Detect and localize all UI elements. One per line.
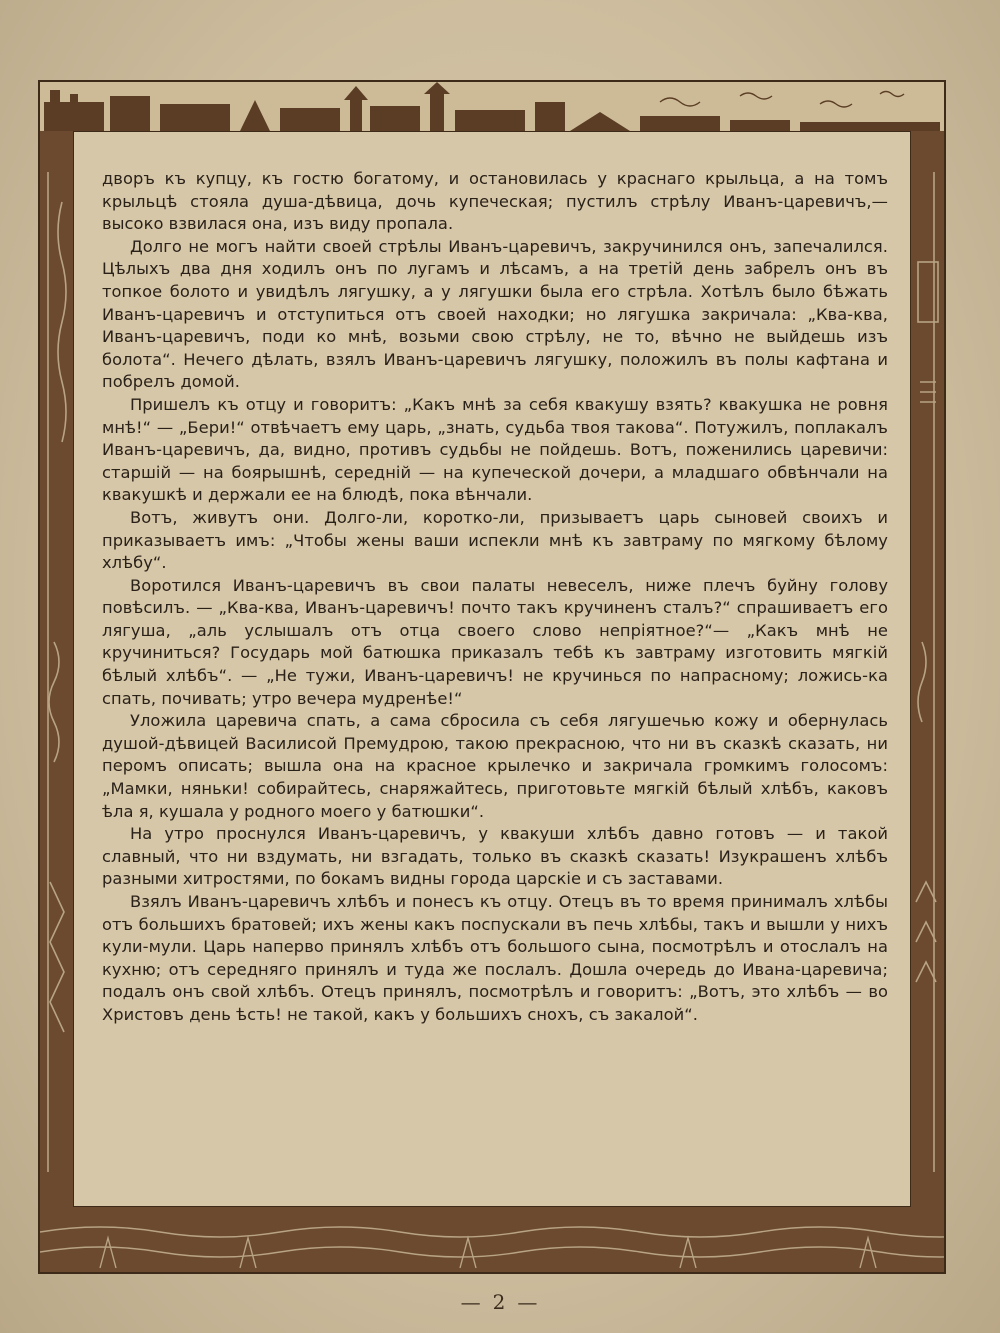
text-panel [73, 131, 911, 1207]
paragraph: Воротился Иванъ-царевичъ въ свои палаты невеселъ, ниже плечъ буйну голову повѣсилъ. — „Ква-ква, Иванъ-царевичъ! почто такъ кручиненъ сталъ?“ спрашиваетъ его лягуша, „аль услышалъ отъ отца своего слово непріятное?“— „Какъ мнѣ не кручиниться? Государь мой батюшка приказалъ тебѣ къ завтраму изготовить мягкій бѣлый хлѣбъ“. — „Не тужи, Иванъ-царевичъ! не кручинься по напрасному; ложись-ка спать, почивать; утро вечера мудренѣе!“ [102, 575, 888, 708]
paragraph: Вотъ, живутъ они. Долго-ли, коротко-ли, призываетъ царь сыновей своихъ и приказываетъ имъ: „Чтобы жены ваши испекли мнѣ къ завтраму по мягкому бѣлому хлѣбу“. [102, 507, 888, 573]
ornamental-border [38, 80, 946, 1274]
paragraph: Пришелъ къ отцу и говоритъ: „Какъ мнѣ за себя квакушу взять? квакушка не ровня мнѣ!“ — „Бери!“ отвѣчаетъ ему царь, „знать, судьба твоя такова“. Потужилъ, поплакалъ Иванъ-царевичъ, да, видно, противъ судьбы не пойдешь. Вотъ, поженились царевичи: старшій — на боярышнѣ, середній — на купеческой дочери, а младшаго обвѣнчали на квакушкѣ и держали ее на блюдѣ, пока вѣнчали. [102, 394, 888, 505]
dash-right: — [517, 1290, 540, 1314]
page-number-value: 2 [492, 1290, 508, 1314]
page-number [0, 1290, 1000, 1314]
paragraph: Долго не могъ найти своей стрѣлы Иванъ-царевичъ, закручинился онъ, запечалился. Цѣлыхъ два дня ходилъ онъ по лугамъ и лѣсамъ, а на третій день забрелъ онъ въ топкое болото и увидѣлъ лягушку, а у лягушки была его стрѣла. Хотѣлъ было бѣжать Иванъ-царевичъ и отступиться отъ своей находки; но лягушка закричала: „Ква-ква, Иванъ-царевичъ, поди ко мнѣ, возьми свою стрѣлу, не то, вѣчно не выйдешь изъ болота“. Нечего дѣлать, взялъ Иванъ-царевичъ лягушку, положилъ въ полы кафтана и побрелъ домой. [102, 236, 888, 392]
paragraph: дворъ къ купцу, къ гостю богатому, и остановилась у краснаго крыльца, а на томъ крыльцѣ стояла душа-дѣвица, дочь купеческая; пустилъ стрѣлу Иванъ-царевичъ,—высоко взвилася она, изъ виду пропала. [102, 169, 888, 234]
story-text [102, 168, 888, 1198]
paragraph: На утро проснулся Иванъ-царевичъ, у квакуши хлѣбъ давно готовъ — и такой славный, что ни вздумать, ни взгадать, только въ сказкѣ сказать! Изукрашенъ хлѣбъ разными хитростями, по бокамъ видны города царскіе и съ заставами. [102, 824, 888, 889]
dash-left: — [460, 1290, 483, 1314]
paragraph: Взялъ Иванъ-царевичъ хлѣбъ и понесъ къ отцу. Отецъ въ то время принималъ хлѣбы отъ большихъ братовей; ихъ жены какъ поспускали въ печь хлѣбы, такъ и вышли у нихъ кули-мули. Царь напервo принялъ хлѣбъ отъ большого сына, посмотрѣлъ и отослалъ на кухню; отъ середняго принялъ и туда же послалъ. Дошла очередь до Ивана-царевича; подалъ онъ свой хлѣбъ. Отецъ принялъ, посмотрѣлъ и говоритъ: „Вотъ, это хлѣбъ — во Христовъ день ѣсть! не такой, какъ у большихъ снохъ, съ закалой“. [102, 892, 888, 1024]
paragraph: Уложила царевича спать, а сама сбросила съ себя лягушечью кожу и обернулась душой-дѣвицей Василисой Премудрою, такою прекрасною, что ни въ сказкѣ сказать, ни перомъ описать; вышла она на красное крылечко и закричала громкимъ голосомъ: „Мамки, няньки! собирайтесь, снаряжайтесь, приготовьте мягкій бѣлый хлѣбъ, каковъ ѣла я, кушала у родного моего у батюшки“. [102, 711, 888, 821]
